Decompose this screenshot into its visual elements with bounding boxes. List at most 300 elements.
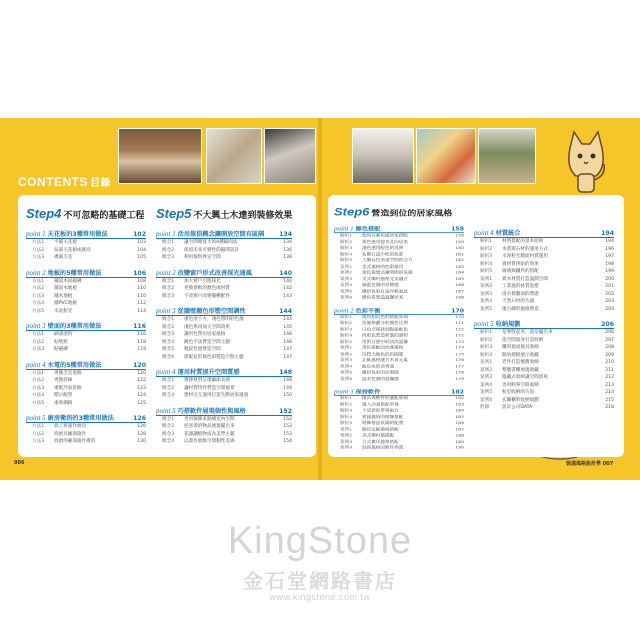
toc-entry[interactable] [156, 416, 292, 424]
entry-title: 溫柔色調的溫馨感 [362, 377, 399, 382]
entry-title: 沉穩大地色的田園風 [362, 352, 404, 357]
entry-page: 118 [137, 339, 146, 345]
entry-page: 116 [137, 332, 146, 337]
entry-page: 199 [605, 269, 614, 274]
entry-page: 214 [605, 390, 614, 395]
toc-entry[interactable] [26, 254, 146, 262]
entry-label: 概念5 [162, 347, 175, 352]
entry-page: 140 [283, 278, 292, 284]
toc-entry[interactable] [26, 278, 146, 286]
entry-label: 案例2 [340, 433, 353, 438]
entry-label: 方法3 [32, 385, 45, 391]
step-number: Step4 [26, 206, 62, 221]
entry-label: 案例3 [340, 440, 353, 445]
entry-page: 198 [605, 261, 614, 267]
toc-entry[interactable] [474, 298, 614, 306]
entry-label: 案例1 [480, 360, 493, 365]
toc-entry[interactable] [156, 293, 292, 301]
entry-title: 刷漆塗料 [54, 332, 73, 337]
step-heading [26, 205, 146, 223]
toc-point-heading[interactable] [334, 388, 464, 396]
entry-label: 解析3 [340, 246, 353, 251]
entry-label: 解析1 [340, 233, 353, 239]
toc-entry[interactable] [474, 291, 614, 299]
toc-entry[interactable] [26, 293, 146, 301]
entry-label: 方法4 [32, 393, 45, 398]
entry-page: 147 [283, 354, 292, 360]
entry-label: 解析2 [480, 246, 493, 252]
point-page: 182 [451, 389, 464, 395]
point-title: 壁面的3種常用做法 [47, 323, 102, 330]
point-page: 148 [279, 369, 292, 376]
entry-page: 108 [137, 278, 146, 284]
entry-title: 玻璃與鐵件的搭配 [502, 269, 539, 274]
entry-label: 解析5 [340, 258, 353, 263]
toc-entry[interactable] [26, 423, 146, 431]
entry-label: 案例5 [480, 306, 493, 312]
entry-title: 繽紛色彩的活潑感 [362, 371, 399, 376]
toc-entry[interactable] [26, 285, 146, 293]
toc-entry[interactable] [156, 239, 292, 247]
toc-point-heading[interactable] [334, 225, 464, 233]
entry-title: 暖色系營造溫馨居家 [362, 295, 404, 300]
entry-title: 用對日照中的淡淡溫馨 [362, 340, 408, 345]
entry-page: 166 [455, 283, 464, 288]
entry-page: 165 [455, 277, 464, 282]
entry-label: 案例2 [340, 271, 353, 276]
entry-title: 找工班施作廚房 [54, 424, 87, 429]
entry-label: 案例2 [340, 352, 353, 357]
toc-entry[interactable] [474, 283, 614, 291]
staircase-photo [352, 128, 414, 184]
toc-entry[interactable] [26, 370, 146, 378]
point-number: point 5 [474, 320, 494, 328]
entry-label: 案例4 [480, 299, 493, 304]
bedroom-photo [118, 128, 202, 184]
toc-entry[interactable] [474, 276, 614, 284]
toc-entry[interactable] [26, 400, 146, 408]
point-page: 152 [279, 407, 292, 415]
entry-title: 貼磁磚 [54, 347, 68, 352]
toc-entry[interactable] [156, 247, 292, 255]
toc-entry[interactable] [26, 247, 146, 255]
entry-label: 概念3 [162, 393, 175, 398]
entry-page: 149 [283, 385, 292, 391]
toc-entry[interactable] [474, 329, 614, 337]
entry-label: 概念2 [162, 324, 175, 330]
entry-page: 152 [283, 424, 292, 429]
entry-label: 案例1 [340, 427, 353, 432]
toc-entry[interactable] [474, 306, 614, 314]
entry-label: 方法2 [32, 431, 45, 437]
toc-entry[interactable] [474, 246, 614, 254]
toc-entry[interactable] [474, 337, 614, 345]
entry-page: 146 [283, 339, 292, 345]
toc-entry[interactable] [156, 438, 292, 446]
toc-entry[interactable] [156, 324, 292, 332]
toc-entry[interactable] [156, 254, 292, 262]
entry-page: 208 [605, 345, 614, 350]
toc-entry[interactable] [474, 253, 614, 261]
toc-point-heading[interactable] [334, 306, 464, 314]
entry-title: 讓空間變寬大的4種隔間法 [184, 240, 238, 245]
entry-title: 加大窗戶引進採光 [184, 278, 221, 284]
toc-entry[interactable] [474, 359, 614, 367]
entry-title: 灰階打造中性的色彩 [362, 252, 404, 257]
entry-label: 概念4 [162, 439, 175, 444]
toc-entry[interactable] [156, 354, 292, 362]
entry-page: 190 [455, 446, 464, 451]
point-number: point 4 [156, 368, 176, 376]
toc-point-heading[interactable] [156, 367, 292, 377]
entry-label: 解析3 [480, 345, 493, 350]
toc-entry[interactable] [26, 431, 146, 439]
living-room-photo [206, 128, 262, 184]
entry-title: 雙人沙發搭配單椅 [362, 402, 399, 407]
entry-label: 概念4 [162, 339, 175, 345]
entry-title: 標示配管 [54, 393, 73, 398]
entry-label: 案例4 [480, 382, 493, 388]
toc-entry[interactable] [474, 382, 614, 390]
entry-title: 綠藍色調的寧靜感 [362, 283, 399, 288]
toc-entry[interactable] [156, 431, 292, 439]
entry-label: 案例3 [340, 277, 353, 282]
point-title: 改變窗戶形式改善採光通風 [177, 269, 252, 277]
toc-entry[interactable] [26, 346, 146, 354]
entry-page: 130 [137, 439, 146, 444]
watermark-logo: KingStone [227, 520, 413, 562]
entry-page: 173 [455, 340, 464, 345]
entry-label: 方法5 [32, 400, 45, 406]
entry-label: 附錄 [480, 405, 490, 410]
entry-page: 186 [455, 421, 464, 426]
entry-page: 142 [283, 286, 292, 291]
entry-title: 鋪設木地板 [54, 286, 77, 291]
toc-entry[interactable] [26, 300, 146, 308]
point-page: 126 [133, 415, 146, 422]
entry-page: 172 [455, 333, 464, 338]
toc-entry[interactable] [26, 308, 146, 316]
step4-column [26, 205, 146, 446]
step-title: 不可忽略的基礎工程 [63, 210, 145, 220]
entry-page: 134 [283, 240, 292, 245]
point-page: 206 [601, 321, 614, 328]
left-folio: 006 [14, 460, 25, 466]
entry-title: 更換全室電路 [54, 370, 82, 376]
point-number: point 1 [156, 230, 176, 238]
entry-page: 168 [455, 295, 464, 300]
entry-title: 鋪設木紋磁磚 [54, 278, 82, 284]
toc-point-heading[interactable] [26, 360, 146, 370]
entry-title: 選擇材質呈現細節美感 [184, 378, 230, 383]
point-title: 保持軟件 [355, 389, 381, 395]
point-title: 活用傢俱概念讓開放空間有區隔 [177, 231, 265, 238]
entry-label: 方法3 [32, 347, 45, 352]
entry-title: 天然石材的大器 [502, 299, 535, 304]
entry-label: 方法3 [32, 255, 45, 260]
entry-label: 解析1 [480, 239, 493, 244]
entry-label: 案例6 [480, 397, 493, 403]
toc-entry[interactable] [26, 339, 146, 347]
entry-label: 解析3 [340, 409, 353, 414]
entry-label: 概念1 [162, 317, 175, 322]
toc-entry[interactable] [156, 285, 292, 293]
entry-label: 案例5 [340, 289, 353, 294]
entry-page: 146 [283, 332, 292, 337]
right-folio: 裝潢風格設計學 007 [566, 461, 614, 467]
entry-title: 整牆書櫃展現收藏 [502, 367, 539, 373]
toc-point-heading[interactable] [156, 306, 292, 316]
entry-title: 跳色手法營造空間主題 [184, 339, 230, 345]
toc-point-heading[interactable] [156, 229, 292, 239]
entry-title: 平鋪天花板 [54, 240, 77, 245]
toc-entry[interactable] [334, 445, 464, 451]
step6-column-a [334, 205, 464, 452]
toc-entry[interactable] [474, 367, 614, 375]
toc-entry[interactable] [26, 377, 146, 385]
entry-title: 裸露天花 [54, 255, 73, 260]
entry-label: 概念1 [162, 378, 175, 383]
entry-title: 依空間量身打造收納 [502, 337, 544, 343]
point-number: point 3 [26, 322, 46, 330]
entry-page: 185 [455, 415, 464, 420]
entry-label: 案例2 [480, 284, 493, 289]
point-number: point 2 [334, 307, 354, 314]
toc-point-heading[interactable] [474, 319, 614, 329]
entry-title: 傢具與軟件的選配原則 [362, 396, 408, 401]
entry-page: 164 [455, 271, 464, 276]
toc-entry[interactable] [26, 392, 146, 400]
toc-entry[interactable] [474, 261, 614, 269]
toc-point-heading[interactable] [156, 406, 292, 416]
entry-label: 方法1 [32, 332, 45, 337]
entry-title: 美式鄉村風搭配 [362, 433, 395, 438]
entry-title: 淡彩色營造和諧的調和 [362, 333, 408, 338]
entry-title: 玄關櫃的收納規劃 [502, 397, 539, 403]
entry-page: 167 [455, 289, 464, 294]
toc-entry[interactable] [156, 377, 292, 385]
point-number: point 1 [26, 230, 46, 238]
toc-point-heading[interactable] [156, 268, 292, 278]
toc-point-heading[interactable] [26, 229, 146, 239]
entry-title: 材質搭配的基本原則 [502, 239, 544, 244]
toc-entry[interactable] [156, 385, 292, 393]
entry-label: 案例3 [480, 375, 493, 380]
point-page: 120 [133, 361, 146, 369]
point-number: point 3 [156, 307, 176, 315]
entry-label: 解析1 [480, 330, 493, 335]
entry-page: 103 [137, 240, 146, 245]
point-title: 廚房衛浴的3種常用做法 [47, 415, 114, 422]
entry-title: 重色放下方，淺色帶明的色塊 [184, 317, 244, 322]
entry-label: 案例4 [340, 283, 353, 288]
point-title: 顏色搭配 [355, 226, 381, 233]
point-title: 收納規劃 [495, 321, 521, 328]
entry-label: 解析4 [480, 352, 493, 358]
entry-title: 花器讓植物成為美學主題 [184, 431, 235, 437]
entry-title: 讓用色帶出居家風格 [184, 332, 226, 337]
entry-label: 方法1 [32, 370, 45, 376]
entry-label: 方法3 [32, 293, 45, 299]
toc-entry[interactable] [334, 376, 464, 382]
entry-page: 161 [455, 252, 464, 257]
step-title: 不大興土木達到裝修效果 [193, 210, 293, 220]
entry-page: 187 [455, 427, 464, 432]
toc-entry[interactable] [474, 344, 614, 352]
entry-label: 解析5 [340, 421, 353, 426]
toc-point-heading[interactable] [26, 321, 146, 331]
toc-entry[interactable] [334, 295, 464, 301]
entry-page: 123 [137, 385, 146, 391]
entry-title: 找廚浴廠商施作衛浴 [54, 439, 96, 444]
toc-entry[interactable] [156, 392, 292, 400]
toc-entry[interactable] [474, 374, 614, 382]
entry-page: 196 [605, 246, 614, 252]
entry-page: 171 [455, 321, 464, 326]
entry-title: 使用互補色做居家搭配 [362, 233, 408, 239]
entry-page: 197 [605, 254, 614, 259]
entry-page: 163 [455, 264, 464, 270]
toc-entry[interactable] [156, 346, 292, 354]
entry-page: 143 [283, 293, 292, 299]
entry-title: 美式風格的色彩運用 [362, 264, 404, 270]
toc-entry[interactable] [26, 438, 146, 446]
entry-title: 讓材質特性營造空間風景 [184, 385, 235, 391]
point-title: 運用材質提升空間質感 [177, 369, 240, 376]
toc-entry[interactable] [474, 397, 614, 405]
entry-label: 案例5 [340, 371, 353, 376]
toc-entry[interactable] [156, 316, 292, 324]
entry-title: 藍色系的清爽感 [362, 364, 395, 369]
toc-entry[interactable] [156, 339, 292, 347]
entry-label: 案例6 [340, 377, 353, 382]
toc-entry[interactable] [474, 238, 614, 246]
entry-label: 解析4 [340, 333, 353, 338]
entry-page: 203 [605, 299, 614, 304]
entry-label: 概念2 [162, 286, 175, 291]
entry-label: 解析4 [480, 261, 493, 267]
entry-label: 方法2 [32, 286, 45, 291]
entry-label: 案例3 [480, 291, 493, 297]
entry-page: 175 [455, 352, 464, 357]
entry-title: 購買現成傢具收納 [502, 345, 539, 350]
toc-entry[interactable] [26, 385, 146, 393]
entry-label: 案例3 [340, 358, 353, 363]
point-title: 天花板的3種常用做法 [47, 231, 108, 238]
entry-label: 解析2 [340, 240, 353, 245]
step-number: Step5 [156, 206, 192, 221]
toc-entry[interactable] [474, 268, 614, 276]
entry-page: 120 [137, 370, 146, 376]
entry-page: 212 [605, 375, 614, 380]
entry-title: 是要收起來，還是擺出來 [502, 330, 553, 335]
entry-title: 重牽網路 [54, 400, 73, 406]
point-page: 158 [451, 226, 464, 233]
entry-label: 案例5 [480, 390, 493, 395]
entry-label: 方法4 [32, 301, 45, 306]
kingstone-watermark [0, 520, 640, 602]
entry-label: 解析4 [340, 415, 353, 420]
entry-page: 210 [605, 360, 614, 365]
entry-page: 136 [283, 247, 292, 253]
entry-label: 方法5 [32, 308, 45, 314]
entry-title: 黃色運用提亮北向居家 [362, 240, 408, 245]
point-page: 194 [601, 230, 614, 237]
point-page: 140 [279, 269, 292, 277]
spine-gutter [318, 118, 322, 480]
entry-page: 202 [605, 291, 614, 297]
entry-title: 美式鄉村風格完美融合 [362, 277, 408, 282]
toc-entry[interactable] [156, 423, 292, 431]
entry-page: 148 [283, 378, 292, 383]
point-number: point 4 [26, 360, 46, 369]
entry-title: 局部天花板或挑高 [54, 247, 91, 253]
point-number: point 5 [156, 406, 176, 415]
entry-title: 水泥粉光牆面材質運用 [502, 254, 548, 259]
entry-page: 194 [605, 239, 614, 244]
toc-entry[interactable] [474, 389, 614, 397]
step-heading [334, 205, 464, 220]
entry-page: 218 [605, 405, 614, 410]
entry-label: 解析2 [340, 321, 353, 326]
entry-label: 案例2 [480, 367, 493, 373]
toc-entry[interactable] [156, 331, 292, 339]
entry-page: 119 [137, 347, 146, 352]
entry-label: 方法2 [32, 247, 45, 253]
entry-title: 使用相近色的搭配原則 [362, 315, 408, 320]
entry-title: 不成套的單椅組合 [362, 409, 399, 414]
entry-page: 110 [137, 286, 146, 291]
entry-title: 日式無印風格搭配 [362, 440, 399, 445]
entry-page: 145 [283, 324, 292, 330]
entry-title: 鋪木地板 [54, 293, 73, 299]
toc-entry[interactable] [474, 404, 614, 412]
entry-label: 概念2 [162, 424, 175, 429]
entry-label: 方法1 [32, 240, 45, 245]
entry-page: 176 [455, 358, 464, 363]
toc-point-heading[interactable] [474, 228, 614, 238]
toc-point-heading[interactable] [26, 268, 146, 278]
entry-title: 繽紛色彩打造年輕氣息 [362, 289, 408, 294]
entry-label: 解析5 [340, 340, 353, 345]
entry-title: 開放層板展示收藏 [502, 352, 539, 358]
step-title: 營造到位的居家風格 [371, 209, 453, 218]
entry-title: 隱藏式收納讓空間清爽 [502, 375, 548, 380]
toc-entry[interactable] [26, 331, 146, 339]
toc-entry[interactable] [156, 278, 292, 286]
entry-page: 162 [455, 258, 464, 263]
entry-label: 解析2 [340, 402, 353, 407]
entry-label: 方法2 [32, 339, 45, 345]
entry-label: 概念3 [162, 332, 175, 337]
entry-page: 188 [455, 433, 464, 438]
entry-title: 更換管線 [54, 378, 73, 383]
entry-title: 大膽玩色表現空間的活力 [362, 258, 413, 263]
entry-title: 木質與石材的運用方式 [502, 246, 548, 252]
entry-title: 黃色視覺活躍明朗的氛圍 [362, 271, 413, 276]
toc-entry[interactable] [26, 239, 146, 247]
entry-label: 方法3 [32, 439, 45, 444]
entry-title: 善用傢飾來點綴室內空間 [184, 416, 235, 422]
toc-entry[interactable] [474, 352, 614, 360]
point-title: 材質統合 [495, 230, 521, 237]
entry-label: 方法1 [32, 424, 45, 429]
step-number: Step6 [334, 205, 370, 219]
point-number: point 2 [156, 268, 176, 277]
entry-page: 178 [455, 371, 464, 376]
entry-label: 概念3 [162, 255, 175, 260]
toc-point-heading[interactable] [26, 413, 146, 423]
